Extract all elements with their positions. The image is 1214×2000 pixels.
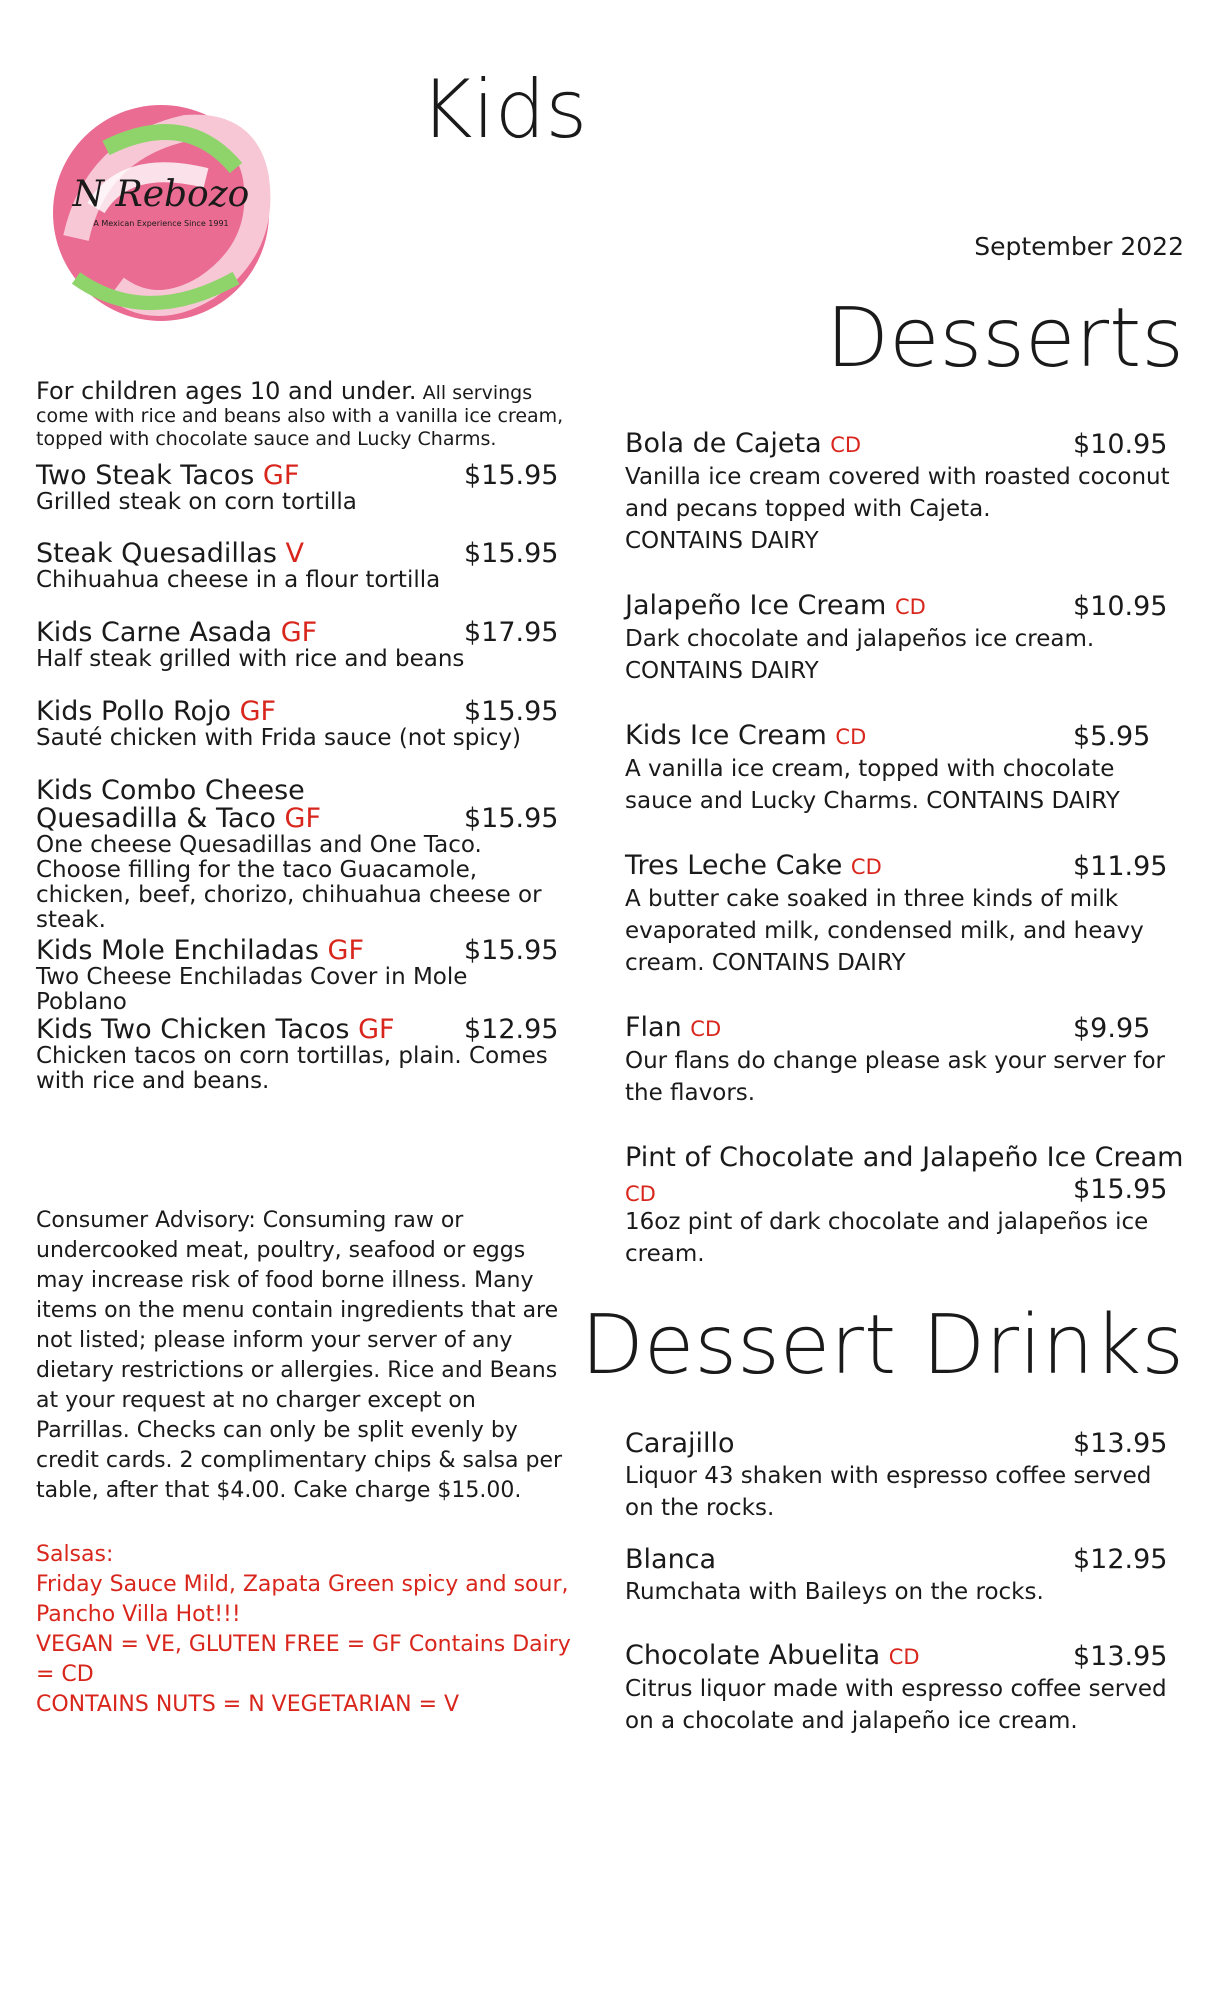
kids-intro-lead: For children ages 10 and under. (36, 377, 417, 405)
logo-tagline: A Mexican Experience Since 1991 (93, 219, 229, 228)
restaurant-logo (36, 88, 286, 338)
item-price: $15.95 (464, 803, 559, 834)
item-description: Grilled steak on corn tortilla (36, 489, 357, 515)
item-price: $15.95 (464, 696, 559, 727)
item-name: Tres Leche Cake (625, 850, 843, 881)
item-price: $10.95 (1073, 429, 1168, 460)
item-description: Sauté chicken with Frida sauce (not spicy) (36, 725, 521, 751)
item-name: Chocolate Abuelita (625, 1640, 881, 1671)
item-description: 16oz pint of dark chocolate and jalapeños ice cream. (625, 1209, 1149, 1267)
item-price: $12.95 (464, 1014, 559, 1045)
item-name: Kids Two Chicken Tacos (36, 1014, 350, 1045)
kids-menu-item (36, 777, 564, 933)
dessert-drink-item (625, 1428, 1185, 1524)
item-name: Jalapeño Ice Cream (625, 590, 887, 621)
dietary-tag: CD (850, 855, 882, 879)
item-note: CONTAINS DAIRY (625, 658, 819, 684)
kids-menu-item (36, 619, 564, 672)
item-name: Steak Quesadillas (36, 538, 277, 569)
item-description: Two Cheese Enchiladas Cover in Mole Poblano (36, 964, 468, 1015)
item-description: Rumchata with Baileys on the rocks. (625, 1579, 1044, 1605)
item-price: $17.95 (464, 617, 559, 648)
dessert-drink-item (625, 1544, 1185, 1608)
item-name: Pint of Chocolate and Jalapeño Ice Cream (625, 1142, 1184, 1173)
dessert-item (625, 428, 1185, 557)
dietary-tag: CD (690, 1017, 722, 1041)
item-price: $15.95 (464, 538, 559, 569)
item-name: Kids Mole Enchiladas (36, 935, 319, 966)
item-description: A butter cake soaked in three kinds of milk evaporated milk, condensed milk, and heavy cream. CONTAINS DAIRY (625, 886, 1144, 976)
dessert-item (625, 720, 1185, 817)
dessert-drink-item (625, 1640, 1185, 1737)
item-name: Quesadilla & Taco (36, 803, 276, 834)
item-description: Chihuahua cheese in a flour tortilla (36, 567, 441, 593)
dietary-tag: CD (894, 595, 926, 619)
dessert-item (625, 850, 1185, 979)
item-name: Kids Ice Cream (625, 720, 827, 751)
item-description: Citrus liquor made with espresso coffee served on a chocolate and jalapeño ice cream. (625, 1676, 1167, 1734)
menu-date: September 2022 (974, 232, 1184, 261)
item-name: Kids Carne Asada (36, 617, 273, 648)
item-price: $5.95 (1073, 721, 1151, 752)
item-description: Chicken tacos on corn tortillas, plain. Comes with rice and beans. (36, 1043, 548, 1094)
item-name: Bola de Cajeta (625, 428, 822, 459)
item-price: $13.95 (1073, 1641, 1168, 1672)
dietary-tag: CD (625, 1182, 656, 1206)
item-price: $15.95 (464, 935, 559, 966)
item-price: $10.95 (1073, 591, 1168, 622)
dietary-tag: GF (280, 617, 318, 648)
dietary-tag: GF (239, 696, 277, 727)
logo-script-text: N Rebozo (72, 174, 250, 215)
item-name: Carajillo (625, 1428, 735, 1459)
item-price: $15.95 (464, 460, 559, 491)
logo-swirl-graphic (36, 88, 286, 338)
item-description: Liquor 43 shaken with espresso coffee served on the rocks. (625, 1463, 1152, 1521)
kids-menu-item (36, 937, 564, 1015)
dietary-tag: GF (262, 460, 300, 491)
dietary-legend: VEGAN = VE, GLUTEN FREE = GF Contains Dairy = CD (36, 1632, 571, 1687)
item-description: One cheese Quesadillas and One Taco. Choose filling for the taco Guacamole, chicken, beef, chorizo, chihuahua cheese or steak. (36, 832, 542, 933)
dietary-tag: V (285, 538, 305, 569)
dessert-item (625, 1012, 1185, 1109)
dietary-tag: GF (327, 935, 364, 966)
item-name-line1: Kids Combo Cheese (36, 775, 305, 806)
item-name: Flan (625, 1012, 682, 1043)
item-price: $15.95 (1073, 1174, 1168, 1205)
item-price: $11.95 (1073, 851, 1168, 882)
salsas-legend (36, 1540, 576, 1720)
item-note: CONTAINS DAIRY (625, 528, 819, 554)
item-description: A vanilla ice cream, topped with chocolate sauce and Lucky Charms. CONTAINS DAIRY (625, 756, 1120, 814)
item-name: Two Steak Tacos (36, 460, 255, 491)
item-description: Half steak grilled with rice and beans (36, 646, 465, 672)
dietary-legend: CONTAINS NUTS = N VEGETARIAN = V (36, 1692, 460, 1717)
salsas-heading: Salsas: (36, 1542, 114, 1567)
item-price: $9.95 (1073, 1013, 1151, 1044)
dietary-tag: CD (830, 433, 862, 457)
desserts-section-title: Desserts (825, 291, 1184, 386)
dietary-tag: CD (835, 725, 867, 749)
item-price: $13.95 (1073, 1428, 1168, 1459)
dessert-item (625, 590, 1185, 687)
kids-menu-item (36, 462, 564, 515)
dietary-tag: GF (284, 803, 321, 834)
dietary-tag: GF (358, 1014, 395, 1045)
item-description: Vanilla ice cream covered with roasted coconut and pecans topped with Cajeta. (625, 464, 1170, 522)
salsas-list: Friday Sauce Mild, Zapata Green spicy and sour, Pancho Villa Hot!!! (36, 1572, 569, 1627)
item-name: Kids Pollo Rojo (36, 696, 232, 727)
dessert-item (625, 1142, 1185, 1270)
kids-intro-rest: All servings come with rice and beans also with a vanilla ice cream, topped with chocolate sauce and Lucky Charms. (36, 382, 564, 450)
dietary-tag: CD (888, 1645, 920, 1669)
consumer-advisory: Consumer Advisory: Consuming raw or undercooked meat, poultry, seafood or eggs may increase risk of food borne illness. Many items on the menu contain ingredients that are not listed; please inform your server of any dietary restrictions or allergies. Rice and Beans at your request at no charger except on Parrillas. Checks can only be split evenly by credit cards. 2 complimentary chips & salsa per table, after that $4.00. Cake charge $15.00. (36, 1208, 563, 1503)
item-name: Blanca (625, 1544, 717, 1575)
kids-menu-item (36, 698, 564, 751)
kids-menu-item (36, 540, 564, 593)
kids-section-title: Kids (420, 63, 588, 156)
dessert-drinks-section-title: Dessert Drinks (580, 1298, 1184, 1393)
item-description: Our flans do change please ask your server for the flavors. (625, 1048, 1165, 1106)
item-price: $12.95 (1073, 1544, 1168, 1575)
item-description: Dark chocolate and jalapeños ice cream. (625, 626, 1095, 652)
kids-menu-item (36, 1016, 564, 1094)
kids-intro (36, 377, 576, 451)
